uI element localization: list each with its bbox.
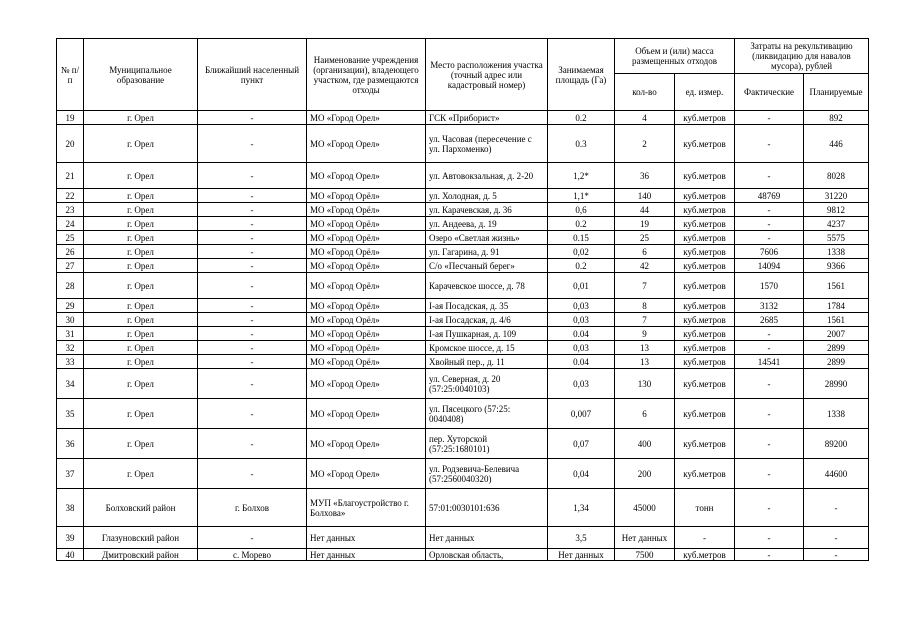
header-planned: Планируемые	[804, 74, 869, 111]
row-organization: МО «Город Орёл»	[307, 327, 426, 341]
row-area: 1,2*	[548, 163, 615, 189]
row-organization: МО «Город Орел»	[307, 125, 426, 163]
row-location: I-ая Пушкарная, д. 109	[426, 327, 548, 341]
row-organization: МО «Город Орёл»	[307, 217, 426, 231]
row-unit: куб.метров	[675, 459, 735, 489]
row-location: ул. Родзевича-Белевича (57:2560040320)	[426, 459, 548, 489]
row-num: 23	[57, 203, 84, 217]
row-planned: 2007	[804, 327, 869, 341]
row-num: 29	[57, 299, 84, 313]
row-qty: Нет данных	[615, 527, 675, 549]
row-qty: 19	[615, 217, 675, 231]
row-organization: МО «Город Орёл»	[307, 341, 426, 355]
row-num: 25	[57, 231, 84, 245]
row-area: 0.2	[548, 259, 615, 273]
row-actual: -	[735, 489, 804, 527]
row-area: 0,07	[548, 429, 615, 459]
row-municipality: г. Орел	[84, 259, 198, 273]
row-location: пер. Хуторской (57:25:1680101)	[426, 429, 548, 459]
header-cost-group: Затраты на рекультивацию (ликвидацию для навалов мусора), рублей	[735, 39, 869, 74]
row-organization: МО «Город Орёл»	[307, 245, 426, 259]
row-location: Карачевское шоссе, д. 78	[426, 273, 548, 299]
row-actual: -	[735, 217, 804, 231]
row-area: 1,34	[548, 489, 615, 527]
row-municipality: г. Орел	[84, 355, 198, 369]
row-location: ул. Гагарина, д. 91	[426, 245, 548, 259]
table-row	[57, 259, 869, 273]
row-num: 34	[57, 369, 84, 399]
row-location: ГСК «Приборист»	[426, 111, 548, 125]
row-num: 22	[57, 189, 84, 203]
row-unit: куб.метров	[675, 341, 735, 355]
row-actual: -	[735, 341, 804, 355]
waste-sites-table	[56, 38, 869, 561]
row-qty: 8	[615, 299, 675, 313]
table-row	[57, 203, 869, 217]
row-municipality: г. Орел	[84, 299, 198, 313]
row-qty: 7500	[615, 549, 675, 561]
header-settlement: Ближайший населенный пункт	[198, 39, 307, 111]
row-planned: 9366	[804, 259, 869, 273]
row-organization: МО «Город Орёл»	[307, 189, 426, 203]
row-num: 40	[57, 549, 84, 561]
row-organization: МО «Город Орёл»	[307, 273, 426, 299]
row-area: 0.04	[548, 355, 615, 369]
row-planned: 2899	[804, 341, 869, 355]
row-location: Озеро «Светлая жизнь»	[426, 231, 548, 245]
row-municipality: г. Орел	[84, 341, 198, 355]
header-actual: Фактические	[735, 74, 804, 111]
row-organization: МО «Город Орёл»	[307, 313, 426, 327]
row-unit: куб.метров	[675, 355, 735, 369]
row-qty: 6	[615, 399, 675, 429]
row-planned: -	[804, 549, 869, 561]
row-planned: 28990	[804, 369, 869, 399]
row-municipality: г. Орел	[84, 245, 198, 259]
row-num: 32	[57, 341, 84, 355]
row-qty: 13	[615, 341, 675, 355]
row-settlement: -	[198, 355, 307, 369]
table-row	[57, 429, 869, 459]
row-settlement: -	[198, 217, 307, 231]
row-area: 3,5	[548, 527, 615, 549]
table-row	[57, 527, 869, 549]
row-planned: 31220	[804, 189, 869, 203]
row-area: 0.2	[548, 111, 615, 125]
row-unit: куб.метров	[675, 111, 735, 125]
row-settlement: -	[198, 399, 307, 429]
row-planned: 4237	[804, 217, 869, 231]
row-municipality: г. Орел	[84, 399, 198, 429]
row-qty: 25	[615, 231, 675, 245]
row-actual: 2685	[735, 313, 804, 327]
row-num: 26	[57, 245, 84, 259]
header-volume-group: Объем и (или) масса размещенных отходов	[615, 39, 735, 74]
row-qty: 7	[615, 313, 675, 327]
row-num: 19	[57, 111, 84, 125]
row-num: 37	[57, 459, 84, 489]
row-settlement: -	[198, 341, 307, 355]
row-planned: 892	[804, 111, 869, 125]
table-row	[57, 313, 869, 327]
row-unit: куб.метров	[675, 273, 735, 299]
row-location: Кромское шоссе, д. 15	[426, 341, 548, 355]
row-organization: Нет данных	[307, 549, 426, 561]
table-body	[57, 111, 869, 561]
header-municipality: Муниципальное образование	[84, 39, 198, 111]
table-row	[57, 549, 869, 561]
row-location: ул. Андеева, д. 19	[426, 217, 548, 231]
header-unit: ед. измер.	[675, 74, 735, 111]
table-row	[57, 163, 869, 189]
row-planned: -	[804, 527, 869, 549]
row-actual: -	[735, 549, 804, 561]
row-location: ул. Холодная, д. 5	[426, 189, 548, 203]
table-row	[57, 369, 869, 399]
row-unit: куб.метров	[675, 189, 735, 203]
row-actual: 48769	[735, 189, 804, 203]
row-actual: -	[735, 459, 804, 489]
row-qty: 36	[615, 163, 675, 189]
row-planned: 1561	[804, 313, 869, 327]
row-settlement: -	[198, 527, 307, 549]
row-location: Орловская область,	[426, 549, 548, 561]
row-planned: 2899	[804, 355, 869, 369]
row-actual: 1570	[735, 273, 804, 299]
row-actual: -	[735, 429, 804, 459]
row-organization: МО «Город Орел»	[307, 459, 426, 489]
row-unit: куб.метров	[675, 429, 735, 459]
row-qty: 6	[615, 245, 675, 259]
row-unit: куб.метров	[675, 217, 735, 231]
row-num: 24	[57, 217, 84, 231]
row-organization: МО «Город Орёл»	[307, 203, 426, 217]
row-location: ул. Карачевская, д. 36	[426, 203, 548, 217]
row-settlement: -	[198, 459, 307, 489]
row-area: 0,02	[548, 245, 615, 259]
table-row	[57, 299, 869, 313]
row-num: 39	[57, 527, 84, 549]
row-qty: 2	[615, 125, 675, 163]
header-qty: кол-во	[615, 74, 675, 111]
row-settlement: -	[198, 369, 307, 399]
row-municipality: г. Орел	[84, 313, 198, 327]
row-planned: 5575	[804, 231, 869, 245]
row-unit: куб.метров	[675, 313, 735, 327]
row-num: 20	[57, 125, 84, 163]
row-actual: -	[735, 369, 804, 399]
row-actual: 14541	[735, 355, 804, 369]
row-actual: -	[735, 163, 804, 189]
row-qty: 130	[615, 369, 675, 399]
header-location: Место расположения участка (точный адрес или кадастровый номер)	[426, 39, 548, 111]
row-unit: куб.метров	[675, 369, 735, 399]
row-area: 0.04	[548, 327, 615, 341]
table-row	[57, 355, 869, 369]
row-organization: МО «Город Орёл»	[307, 299, 426, 313]
row-unit: куб.метров	[675, 125, 735, 163]
row-area: 0,03	[548, 369, 615, 399]
row-planned: 44600	[804, 459, 869, 489]
row-area: 0,03	[548, 299, 615, 313]
row-area: 0,03	[548, 341, 615, 355]
row-organization: Нет данных	[307, 527, 426, 549]
row-organization: МО «Город Орел»	[307, 163, 426, 189]
row-unit: куб.метров	[675, 203, 735, 217]
row-organization: МУП «Благоустройство г. Болхова»	[307, 489, 426, 527]
row-settlement: -	[198, 429, 307, 459]
row-municipality: г. Орел	[84, 231, 198, 245]
row-location: 57:01:0030101:636	[426, 489, 548, 527]
row-unit: тонн	[675, 489, 735, 527]
row-actual: 3132	[735, 299, 804, 313]
row-unit: куб.метров	[675, 245, 735, 259]
row-municipality: г. Орел	[84, 111, 198, 125]
row-location: ул. Часовая (пересечение с ул. Пархоменко)	[426, 125, 548, 163]
row-unit: куб.метров	[675, 399, 735, 429]
row-location: I-ая Посадская, д. 4/6	[426, 313, 548, 327]
row-qty: 400	[615, 429, 675, 459]
table-row	[57, 231, 869, 245]
row-unit: -	[675, 527, 735, 549]
row-municipality: г. Орел	[84, 273, 198, 299]
row-num: 27	[57, 259, 84, 273]
row-area: Нет данных	[548, 549, 615, 561]
row-area: 0.3	[548, 125, 615, 163]
row-area: 0.15	[548, 231, 615, 245]
row-municipality: г. Орел	[84, 203, 198, 217]
row-actual: -	[735, 527, 804, 549]
row-location: ул. Пясецкого (57:25: 0040408)	[426, 399, 548, 429]
row-qty: 42	[615, 259, 675, 273]
row-municipality: г. Орел	[84, 163, 198, 189]
table-row	[57, 189, 869, 203]
row-actual: -	[735, 399, 804, 429]
row-actual: 7606	[735, 245, 804, 259]
header-num: № п/п	[57, 39, 84, 111]
row-location: С/о «Песчаный берег»	[426, 259, 548, 273]
row-municipality: г. Орел	[84, 125, 198, 163]
row-settlement: -	[198, 313, 307, 327]
row-unit: куб.метров	[675, 327, 735, 341]
table-row	[57, 341, 869, 355]
table-row	[57, 489, 869, 527]
row-location: ул. Автовокзальная, д. 2-20	[426, 163, 548, 189]
row-num: 35	[57, 399, 84, 429]
row-organization: МО «Город Орёл»	[307, 259, 426, 273]
row-num: 38	[57, 489, 84, 527]
row-num: 30	[57, 313, 84, 327]
row-planned: 9812	[804, 203, 869, 217]
row-planned: 1338	[804, 245, 869, 259]
table-row	[57, 327, 869, 341]
row-settlement: -	[198, 245, 307, 259]
row-settlement: -	[198, 299, 307, 313]
row-unit: куб.метров	[675, 259, 735, 273]
row-actual: 14094	[735, 259, 804, 273]
table-row	[57, 111, 869, 125]
row-area: 0,01	[548, 273, 615, 299]
row-settlement: -	[198, 273, 307, 299]
row-unit: куб.метров	[675, 299, 735, 313]
row-settlement: -	[198, 231, 307, 245]
row-organization: МО «Город Орел»	[307, 369, 426, 399]
row-qty: 44	[615, 203, 675, 217]
row-qty: 9	[615, 327, 675, 341]
row-num: 36	[57, 429, 84, 459]
row-organization: МО «Город Орёл»	[307, 355, 426, 369]
row-unit: куб.метров	[675, 231, 735, 245]
row-area: 0,007	[548, 399, 615, 429]
row-municipality: Болховский район	[84, 489, 198, 527]
row-num: 31	[57, 327, 84, 341]
row-municipality: г. Орел	[84, 429, 198, 459]
row-actual: -	[735, 231, 804, 245]
row-qty: 45000	[615, 489, 675, 527]
row-area: 0.2	[548, 217, 615, 231]
row-area: 0,04	[548, 459, 615, 489]
row-unit: куб.метров	[675, 549, 735, 561]
row-municipality: г. Орел	[84, 217, 198, 231]
table-row	[57, 217, 869, 231]
row-planned: 8028	[804, 163, 869, 189]
row-location: Хвойный пер., д. 11	[426, 355, 548, 369]
row-settlement: -	[198, 189, 307, 203]
row-num: 21	[57, 163, 84, 189]
row-settlement: г. Болхов	[198, 489, 307, 527]
row-settlement: -	[198, 327, 307, 341]
row-municipality: г. Орел	[84, 459, 198, 489]
row-settlement: с. Морево	[198, 549, 307, 561]
row-municipality: г. Орел	[84, 369, 198, 399]
header-organization: Наименование учреждения (организации), владеющего участком, где размещаются отходы	[307, 39, 426, 111]
row-qty: 7	[615, 273, 675, 299]
row-qty: 4	[615, 111, 675, 125]
row-actual: -	[735, 203, 804, 217]
row-municipality: Глазуновский район	[84, 527, 198, 549]
row-organization: МО «Город Орел»	[307, 111, 426, 125]
row-organization: МО «Город Орел»	[307, 399, 426, 429]
row-organization: МО «Город Орел»	[307, 429, 426, 459]
row-municipality: г. Орел	[84, 327, 198, 341]
row-qty: 140	[615, 189, 675, 203]
row-area: 0,03	[548, 313, 615, 327]
row-qty: 200	[615, 459, 675, 489]
table-row	[57, 273, 869, 299]
row-planned: 1338	[804, 399, 869, 429]
row-settlement: -	[198, 203, 307, 217]
row-settlement: -	[198, 111, 307, 125]
row-planned: 89200	[804, 429, 869, 459]
row-actual: -	[735, 327, 804, 341]
row-location: Нет данных	[426, 527, 548, 549]
table-row	[57, 245, 869, 259]
row-planned: 446	[804, 125, 869, 163]
row-planned: 1784	[804, 299, 869, 313]
row-location: ул. Северная, д. 20 (57:25:0040103)	[426, 369, 548, 399]
row-area: 0,6	[548, 203, 615, 217]
row-planned: 1561	[804, 273, 869, 299]
table-row	[57, 125, 869, 163]
row-municipality: Дмитровский район	[84, 549, 198, 561]
row-num: 28	[57, 273, 84, 299]
row-planned: -	[804, 489, 869, 527]
row-unit: куб.метров	[675, 163, 735, 189]
row-qty: 13	[615, 355, 675, 369]
row-settlement: -	[198, 259, 307, 273]
row-actual: -	[735, 111, 804, 125]
table-row	[57, 399, 869, 429]
row-settlement: -	[198, 163, 307, 189]
row-organization: МО «Город Орёл»	[307, 231, 426, 245]
row-num: 33	[57, 355, 84, 369]
table-row	[57, 459, 869, 489]
row-actual: -	[735, 125, 804, 163]
row-settlement: -	[198, 125, 307, 163]
row-municipality: г. Орел	[84, 189, 198, 203]
header-area: Занимаемая площадь (Га)	[548, 39, 615, 111]
row-area: 1,1*	[548, 189, 615, 203]
row-location: I-ая Посадская, д. 35	[426, 299, 548, 313]
